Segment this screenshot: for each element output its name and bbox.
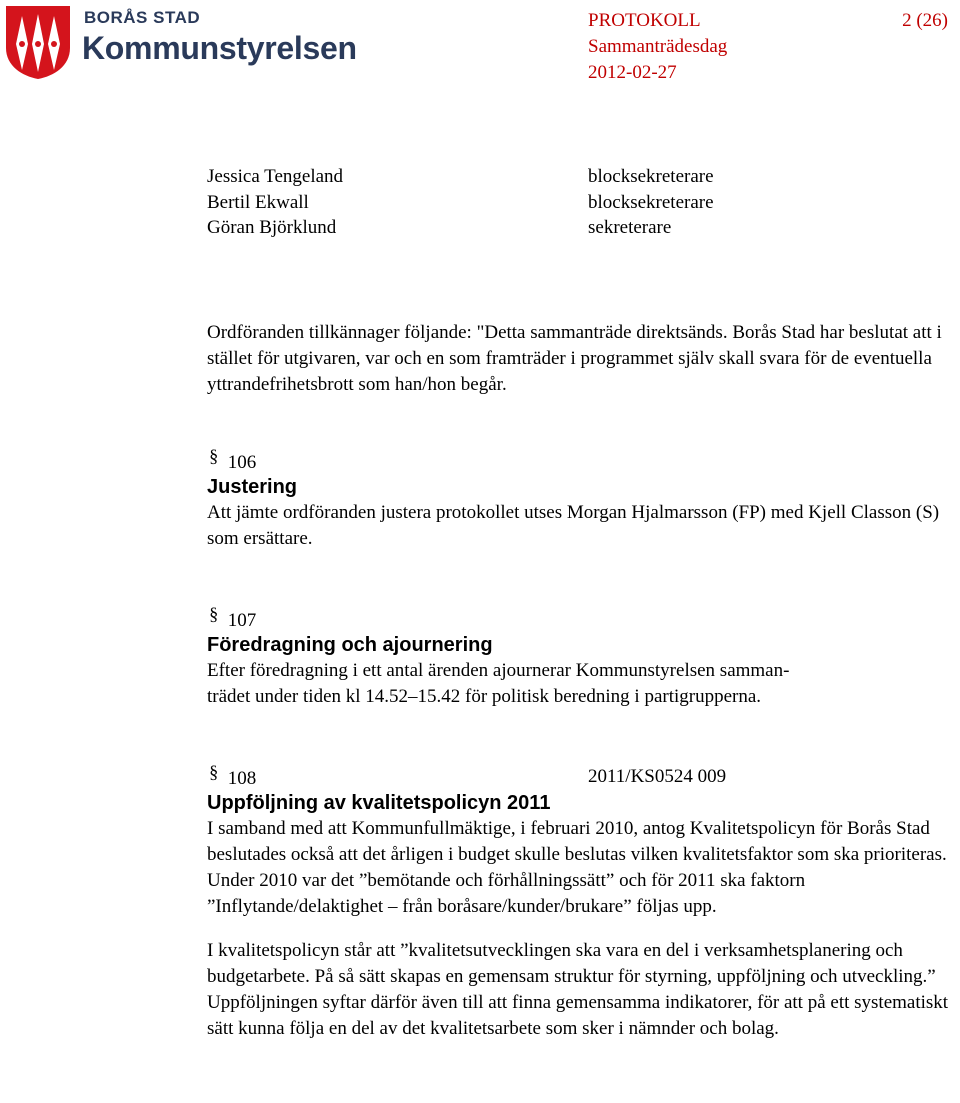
boras-crest-icon bbox=[4, 4, 74, 80]
section-number-row bbox=[207, 603, 959, 632]
svg-text:§: § bbox=[209, 761, 219, 781]
case-number: 2011/KS0524 009 bbox=[588, 766, 727, 787]
section-title: Uppföljning av kvalitetspolicyn 2011 bbox=[207, 792, 551, 814]
paragraph-sign-icon bbox=[207, 761, 223, 781]
svg-text:§: § bbox=[209, 445, 219, 465]
attendee-name: Bertil Ekwall bbox=[207, 191, 309, 213]
section-107 bbox=[207, 603, 959, 710]
section-108 bbox=[207, 761, 959, 1042]
section-body-second: I kvalitetspolicyn står att ”kvalitetsutvecklingen ska vara en del i verksamhetsplanering och budgetarbete. På så sätt skapas en gemensam struktur för styrning, uppföljning och utveckling.” Uppföljningen syftar därför även till att finna gemensamma indikatorer, för att på ett systematiskt sätt kunna följa en del av det kvalitetsarbete som sker i nämnder och bolag. bbox=[207, 940, 949, 1039]
meeting-date: 2012-02-27 bbox=[588, 62, 677, 83]
section-number-row bbox=[207, 761, 959, 790]
attendee-row bbox=[207, 215, 672, 241]
logo-org-small: BORÅS STAD bbox=[84, 8, 201, 27]
attendee-role: sekreterare bbox=[588, 217, 672, 238]
section-106 bbox=[207, 445, 959, 552]
attendee-row bbox=[207, 164, 714, 190]
attendee-name: Jessica Tengeland bbox=[207, 166, 344, 187]
attendee-role: blocksekreterare bbox=[588, 166, 714, 187]
paragraph-sign-icon bbox=[207, 445, 223, 465]
section-number-row bbox=[207, 445, 959, 474]
section-body: I samband med att Kommunfullmäktige, i februari 2010, antog Kvalitetspolicyn för Borås Stad beslutades också att det årligen i budget skulle beslutas vilken kvalitetsfaktor som ska prioriteras. Under 2010 var det ”bemötande och förhållningssätt” och för 2011 ska faktorn ”Inflytande/delaktighet – från boråsare/kunder/brukare” följas upp. bbox=[207, 818, 947, 917]
paragraph-sign-icon bbox=[207, 603, 223, 623]
section-body-line: trädet under tiden kl 14.52–15.42 för politisk beredning i partigrupperna. bbox=[207, 686, 762, 707]
section-body-line: Efter föredragning i ett antal ärenden ajournerar Kommunstyrelsen samman- bbox=[207, 660, 790, 681]
page-number: 2 (26) bbox=[902, 10, 948, 31]
boras-stad-logo bbox=[4, 4, 357, 82]
section-number: 107 bbox=[227, 610, 257, 631]
section-number: 108 bbox=[227, 768, 257, 789]
section-number: 106 bbox=[227, 452, 257, 473]
section-title: Justering bbox=[207, 476, 298, 498]
logo-org-main: Kommunstyrelsen bbox=[82, 30, 357, 66]
section-title: Föredragning och ajournering bbox=[207, 634, 493, 656]
document-header bbox=[588, 8, 948, 86]
section-body: Att jämte ordföranden justera protokollet utses Morgan Hjalmarsson (FP) med Kjell Classon (S) som ersättare. bbox=[207, 502, 940, 549]
intro-paragraph: Ordföranden tillkännager följande: "Detta sammanträde direktsänds. Borås Stad har beslutat att i stället för utgivaren, var och en som framträder i programmet själv skall svara för de eventuella yttrandefrihetsbrott som han/hon begår. bbox=[207, 322, 942, 395]
attendee-role: blocksekreterare bbox=[588, 191, 714, 213]
attendee-list bbox=[207, 164, 714, 241]
attendee-name: Göran Björklund bbox=[207, 217, 337, 238]
doc-type: PROTOKOLL bbox=[588, 10, 701, 31]
meeting-label: Sammanträdesdag bbox=[588, 36, 728, 57]
svg-text:§: § bbox=[209, 603, 219, 623]
attendee-row bbox=[207, 190, 714, 216]
